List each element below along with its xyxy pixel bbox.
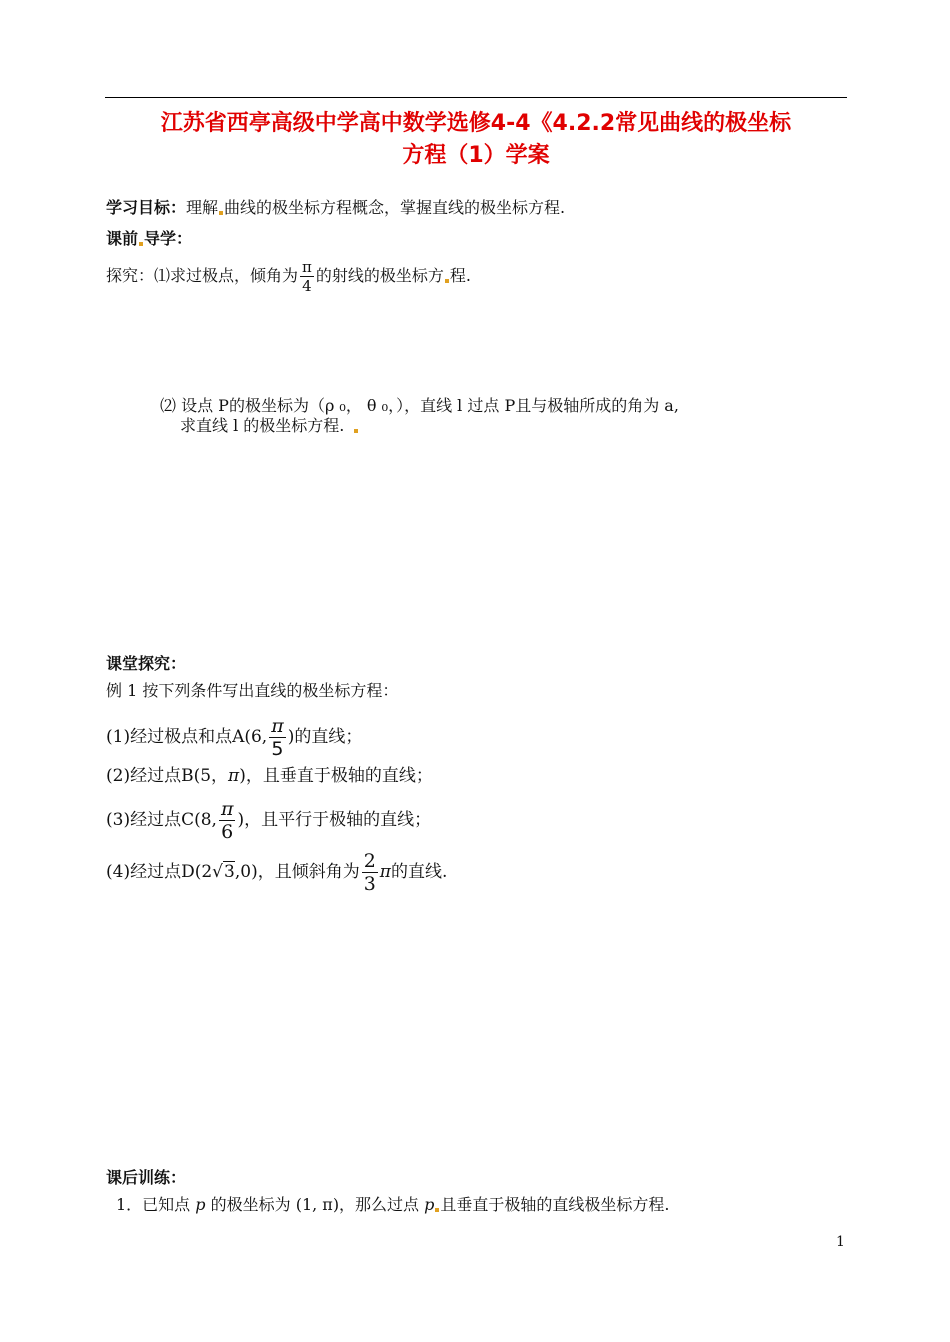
edit-marker [219, 211, 223, 215]
objective-label: 学习目标： [106, 198, 187, 217]
example-1-item-1 [106, 715, 362, 760]
explore-1 [106, 258, 471, 295]
preview-heading [106, 228, 192, 250]
sqrt-body: 3 [224, 862, 235, 882]
objective-text-1: 理解 [186, 198, 219, 217]
preview-label-1: 课前 [106, 229, 139, 248]
q1-mid: 的极坐标为 (1, π)，那么过点 [205, 1195, 425, 1214]
fraction-denominator: 6 [221, 821, 234, 843]
fraction-pi-over-4 [300, 258, 314, 295]
item-2-suffix: )，且垂直于极轴的直线； [239, 766, 433, 786]
fraction-denominator: 5 [271, 738, 284, 760]
fraction-numerator: π [220, 798, 234, 820]
edit-marker [445, 279, 449, 283]
example-1-item-3 [106, 798, 431, 843]
explore-1-suffix-2: 程. [449, 266, 471, 285]
fraction-numerator: π [271, 715, 284, 737]
preview-label-2: 导学： [144, 229, 193, 248]
pi-symbol: π [228, 766, 240, 786]
pi-symbol: π [379, 862, 391, 882]
after-class-label: 课后训练： [106, 1168, 187, 1187]
item-1-prefix: (1)经过极点和点A(6, [106, 727, 268, 747]
fraction-2-over-3 [362, 850, 378, 895]
edit-marker [354, 429, 358, 433]
fraction-denominator: 4 [302, 277, 312, 295]
item-1-suffix: )的直线； [287, 727, 363, 747]
edit-marker [139, 242, 143, 246]
example-1-item-2 [106, 765, 433, 787]
explore-2-text-2: 求直线 l 的极坐标方程. [180, 416, 345, 435]
item-4-suffix: 的直线. [390, 862, 448, 882]
classroom-label: 课堂探究： [106, 654, 187, 673]
after-class-q1 [116, 1194, 670, 1216]
item-3-prefix: (3)经过点C(8, [106, 810, 217, 830]
explore-1-suffix-1: 的射线的极坐标方 [315, 266, 444, 285]
q1-point-p: p [195, 1195, 206, 1214]
q1-suffix: 且垂直于极轴的直线极坐标方程. [440, 1195, 670, 1214]
example-1-item-4 [106, 850, 447, 895]
sqrt-sign: √ [212, 862, 224, 882]
example-1-heading-text: 例 1 按下列条件写出直线的极坐标方程： [106, 681, 399, 700]
explore-2-text-1: ⑵ 设点 P的极坐标为（ρ ₀， θ ₀，），直线 l 过点 P且与极轴所成的角为 a, [160, 396, 679, 415]
objective-line [106, 197, 565, 219]
item-2-prefix: (2)经过点B(5， [106, 766, 229, 786]
fraction-pi-over-6 [219, 798, 236, 843]
q1-prefix: 1．已知点 [116, 1195, 196, 1214]
fraction-numerator: π [302, 258, 312, 276]
after-class-heading [106, 1167, 186, 1189]
fraction-numerator: 2 [363, 850, 376, 872]
edit-marker [435, 1208, 439, 1212]
fraction-denominator: 3 [363, 873, 376, 895]
item-4-prefix: (4)经过点D(2 [106, 862, 213, 882]
item-3-suffix: )，且平行于极轴的直线； [237, 810, 432, 830]
item-4-mid: ,0)，且倾斜角为 [234, 862, 360, 882]
objective-text-2: 曲线的极坐标方程概念，掌握直线的极坐标方程. [224, 198, 566, 217]
document-title [105, 108, 847, 172]
q1-point-p-2: p [424, 1195, 435, 1214]
explore-2-line-1 [160, 395, 679, 417]
classroom-heading [106, 653, 186, 675]
title-line-2: 方程（1）学案 [402, 143, 550, 168]
example-1-heading [106, 680, 398, 702]
page-number: 1 [836, 1234, 845, 1250]
fraction-pi-over-5 [269, 715, 286, 760]
title-line-1: 江苏省西亭高级中学高中数学选修4-4《4.2.2常见曲线的极坐标 [160, 111, 792, 136]
header-rule [105, 97, 847, 98]
explore-1-prefix: 探究：⑴求过极点，倾角为 [106, 266, 299, 285]
explore-2-line-2 [180, 415, 359, 437]
